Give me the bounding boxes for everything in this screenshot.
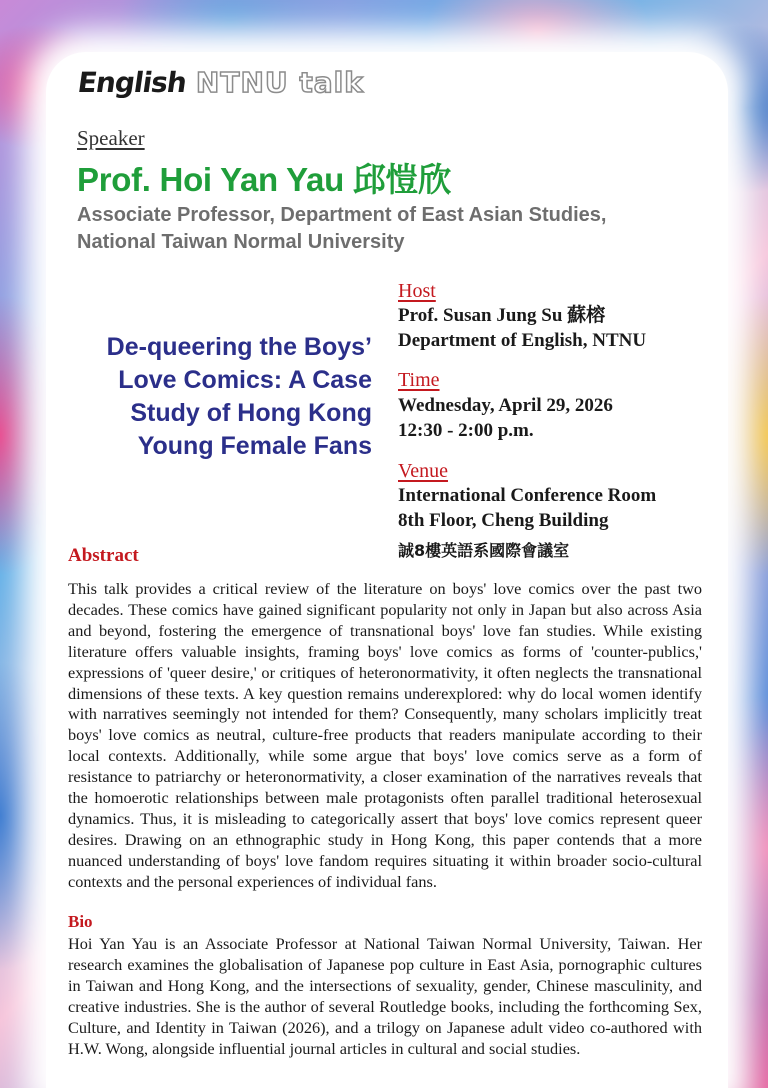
- speaker-label: Speaker: [77, 126, 145, 150]
- abstract-heading: Abstract: [68, 545, 139, 566]
- logo-ntnu-talk: NTNU talk: [195, 66, 364, 99]
- host-label: Host: [398, 280, 436, 302]
- event-date: Wednesday, April 29, 2026: [398, 395, 613, 416]
- logo-english-word: English: [75, 66, 189, 99]
- host-name: Prof. Susan Jung Su 蘇榕: [398, 305, 606, 326]
- talk-title: [70, 331, 372, 463]
- time-details: [398, 393, 613, 443]
- venue-details: [398, 483, 656, 533]
- event-hours: 12:30 - 2:00 p.m.: [398, 420, 534, 441]
- talk-title-line: De-queering the Boys’: [106, 333, 372, 361]
- talk-title-line: Love Comics: A Case: [118, 366, 372, 394]
- time-label: Time: [398, 369, 440, 391]
- venue-chinese: 誠8樓英語系國際會議室: [398, 541, 570, 560]
- speaker-name: Prof. Hoi Yan Yau 邱愷欣: [77, 161, 451, 198]
- bio-heading: Bio: [68, 912, 93, 931]
- host-department: Department of English, NTNU: [398, 330, 647, 351]
- venue-label: Venue: [398, 460, 448, 482]
- abstract-text: This talk provides a critical review of the literature on boys' love comics over the past two decades. These comics have gained significant popularity not only in Japan but also across Asia and beyond, fostering the emergence of transnational boys' love fan studies. While existing literature offers valuable insights, framing boys' love comics as forms of 'counter-publics,' expressions of 'queer desire,' or critiques of heteronormativity, it often neglects the transnational dimensions of these texts. A key question remains underexplored: why do local women identify with narratives seemingly not intended for them? Consequently, many scholars implicitly treat boys' love comics as neutral, culture-free products that readers manipulate according to their local contexts. Additionally, while some argue that boys' love comics serve as a form of resistance to patriarchy or heteronormativity, a closer examination of the narratives reveals that the homoerotic relationships between male protagonists often parallel traditional heterosexual dynamics. Thus, it is misleading to categorically assert that boys' love comics represent queer desires. Drawing on an ethnographic study in Hong Kong, this paper contends that a more nuanced understanding of boys' love fandom requires situating it within broader socio-cultural contexts and the personal experiences of individual fans.: [68, 579, 702, 891]
- speaker-affiliation: [77, 202, 606, 256]
- event-logo: [75, 66, 364, 106]
- host-details: [398, 303, 646, 353]
- affiliation-line-1: Associate Professor, Department of East Asian Studies,: [77, 204, 607, 226]
- venue-room: International Conference Room: [398, 485, 657, 506]
- venue-floor: 8th Floor, Cheng Building: [398, 510, 609, 531]
- bio-text: Hoi Yan Yau is an Associate Professor at National Taiwan Normal University, Taiwan. Her research examines the globalisation of Japanese pop culture in East Asia, pornographic cultures in Taiwan and Hong Kong, and the intersections of sexuality, gender, Chinese masculinity, and creative industries. She is the author of several Routledge books, including the forthcoming Sex, Culture, and Identity in Taiwan (2026), and a trilogy on Japanese adult video co-authored with H.W. Wong, alongside influential journal articles in cultural and social studies.: [68, 934, 702, 1058]
- talk-title-line: Young Female Fans: [137, 432, 372, 460]
- talk-title-line: Study of Hong Kong: [130, 399, 372, 427]
- affiliation-line-2: National Taiwan Normal University: [77, 231, 405, 253]
